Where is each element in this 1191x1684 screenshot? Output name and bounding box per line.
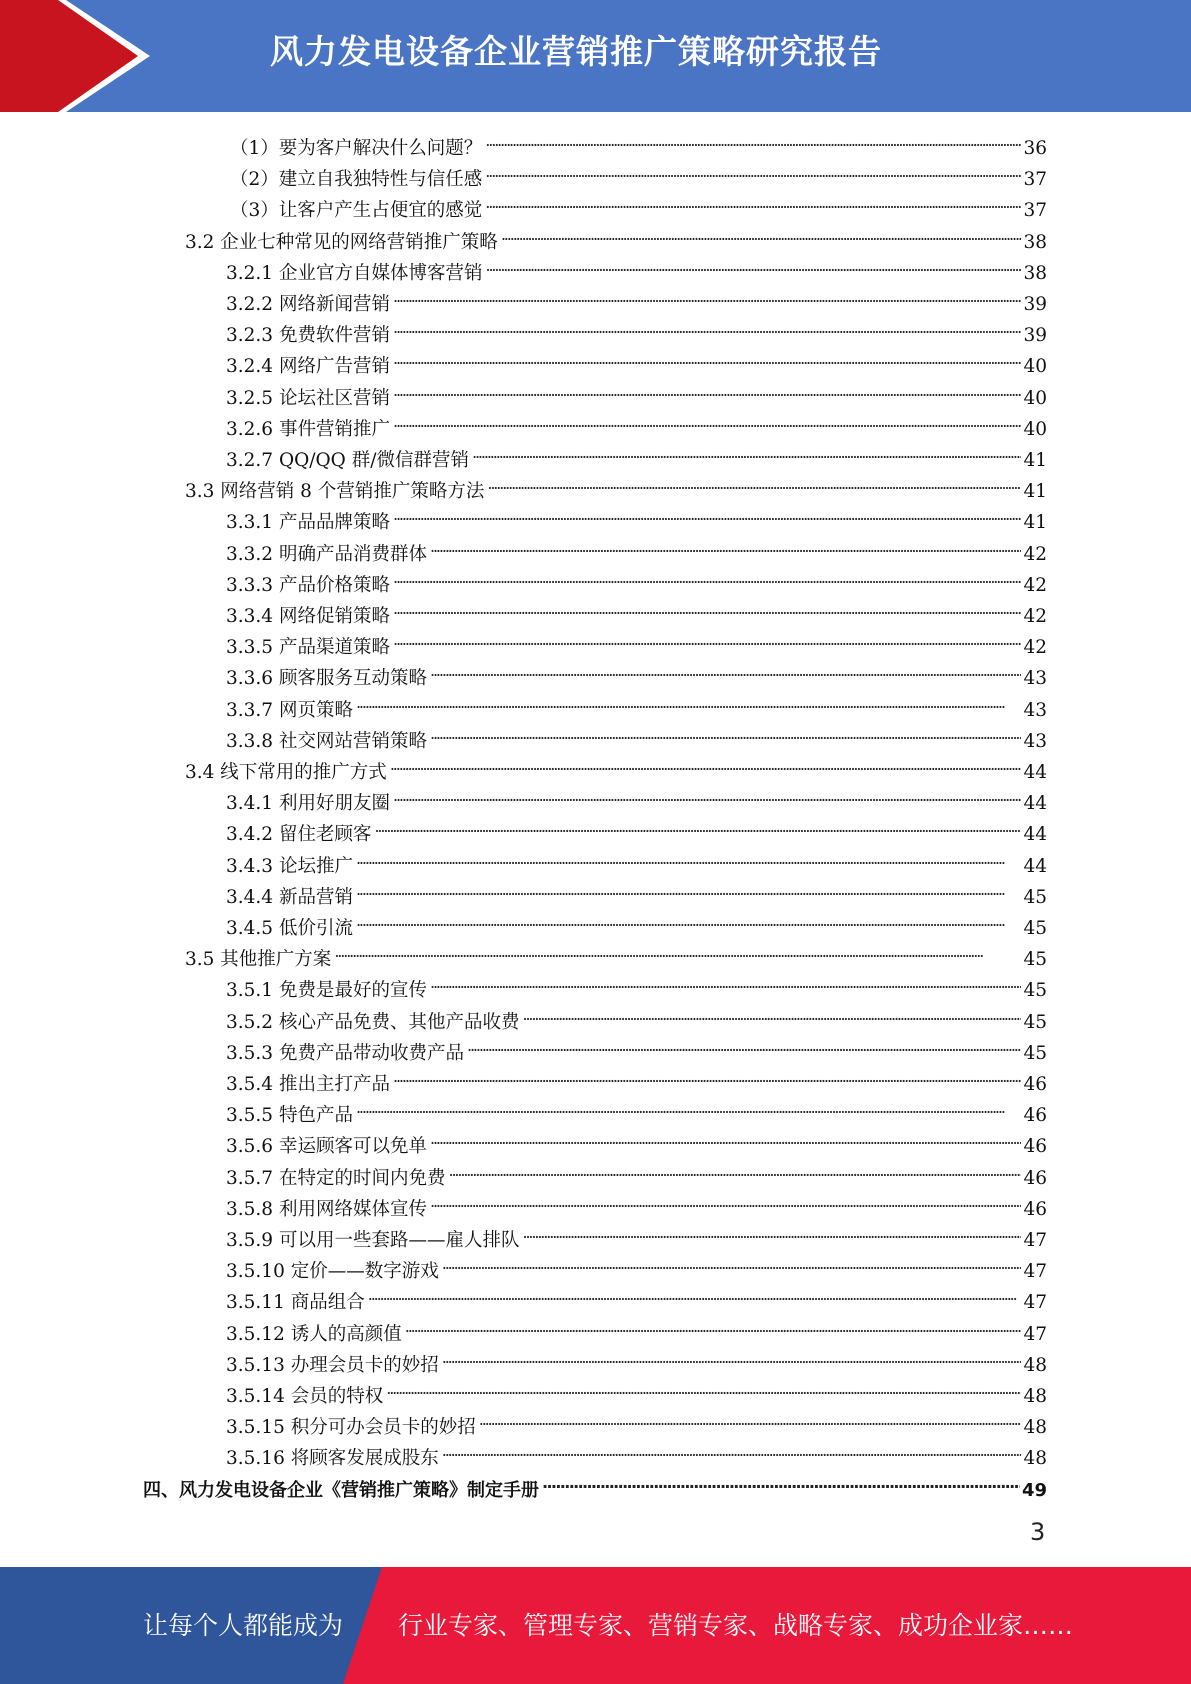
toc-entry[interactable] (226, 1345, 1047, 1376)
toc-entry-label: 3.3.4 网络促销策略 (226, 606, 390, 627)
toc-entry[interactable] (226, 721, 1047, 752)
toc-entry[interactable] (226, 346, 1047, 378)
toc-entry-label: 3.4.1 利用好朋友圈 (226, 793, 390, 815)
toc-entry[interactable] (226, 534, 1047, 565)
toc-entry[interactable] (226, 1002, 1047, 1033)
toc-entry-label: 3.3.2 明确产品消费群体 (226, 543, 427, 565)
toc-dot-leader (479, 1407, 1022, 1433)
toc-entry[interactable] (230, 128, 1047, 159)
toc-entry-label: 3.5.13 办理会员卡的妙招 (226, 1354, 439, 1376)
toc-entry-page: 48 (1023, 1354, 1047, 1376)
toc-dot-leader (393, 409, 1021, 435)
toc-entry-page: 44 (1023, 762, 1047, 783)
header-banner (0, 0, 1191, 112)
toc-dot-leader (393, 1064, 1021, 1090)
toc-entry-label: 3.5.2 核心产品免费、其他产品收费 (226, 1011, 520, 1033)
toc-entry-page: 42 (1023, 574, 1047, 596)
toc-entry-page: 46 (1023, 1074, 1047, 1095)
toc-entry-page: 40 (1023, 387, 1047, 409)
toc-entry-page: 37 (1023, 200, 1047, 222)
toc-entry-label: （3）让客户产生占便宜的感觉 (230, 200, 483, 222)
toc-entry-label: 3.3 网络营销 8 个营销推广策略方法 (185, 481, 485, 503)
toc-entry-page: 39 (1023, 325, 1047, 347)
toc-dot-leader (485, 190, 1021, 216)
toc-entry[interactable] (226, 315, 1047, 347)
toc-entry-page: 43 (1023, 730, 1047, 752)
footer-banner (0, 1567, 1191, 1684)
toc-dot-leader (393, 596, 1021, 622)
toc-entry-label: 3.5.14 会员的特权 (226, 1386, 384, 1407)
toc-dot-leader (393, 502, 1021, 528)
toc-entry-label: 3.3.5 产品渠道策略 (226, 637, 390, 659)
toc-entry[interactable] (226, 1220, 1047, 1251)
toc-entry[interactable] (226, 970, 1047, 1002)
toc-entry-label: 3.3.1 产品品牌策略 (226, 512, 390, 534)
toc-entry-label: 3.3.6 顾客服务互动策略 (226, 668, 427, 690)
toc-entry-page: 47 (1023, 1230, 1047, 1251)
toc-entry[interactable] (185, 222, 1047, 253)
toc-entry-page: 46 (1023, 1167, 1047, 1189)
toc-dot-leader (501, 222, 1022, 248)
toc-entry-label: 3.3.8 社交网站营销策略 (226, 730, 427, 752)
toc-entry-label: （1）要为客户解决什么问题？ (230, 138, 483, 159)
toc-entry[interactable] (185, 471, 1047, 503)
toc-dot-leader (386, 1376, 1021, 1402)
toc-entry-label: 3.5.7 在特定的时间内免费 (226, 1167, 446, 1189)
toc-entry[interactable] (230, 159, 1047, 191)
toc-dot-leader (393, 346, 1021, 372)
toc-dot-leader (393, 315, 1021, 341)
toc-entry[interactable] (226, 502, 1047, 534)
toc-entry[interactable] (226, 846, 1047, 877)
toc-entry[interactable] (226, 690, 1047, 721)
toc-entry-label: 3.5 其他推广方案 (185, 949, 332, 971)
toc-entry-label: 四、风力发电设备企业《营销推广策略》制定手册 (143, 1479, 539, 1501)
toc-dot-leader (393, 627, 1021, 653)
toc-entry-label: 3.5.12 诱人的高颜值 (226, 1323, 402, 1345)
toc-entry[interactable] (226, 1095, 1047, 1127)
toc-dot-leader (522, 1220, 1021, 1246)
toc-dot-leader (356, 1095, 1022, 1121)
toc-dot-leader (390, 752, 1022, 778)
toc-entry[interactable] (226, 253, 1047, 284)
toc-entry-page: 46 (1023, 1136, 1047, 1158)
toc-entry-page: 40 (1023, 418, 1047, 440)
toc-entry-page: 42 (1023, 543, 1047, 565)
toc-entry-page: 45 (1023, 886, 1047, 908)
toc-entry-label: 3.2.5 论坛社区营销 (226, 387, 390, 409)
toc-entry-page: 46 (1023, 1105, 1047, 1127)
toc-entry-label: 3.4.2 留住老顾客 (226, 824, 372, 846)
toc-entry[interactable] (143, 1470, 1047, 1501)
toc-entry-label: 3.4.4 新品营销 (226, 886, 353, 908)
toc-entry-page: 39 (1023, 294, 1047, 315)
toc-entry-label: 3.5.5 特色产品 (226, 1105, 353, 1127)
toc-dot-leader (485, 128, 1021, 154)
toc-entry-label: 3.5.6 幸运顾客可以免单 (226, 1136, 427, 1158)
toc-entry-label: 3.5.9 可以用一些套路——雇人排队 (226, 1230, 520, 1251)
toc-entry-label: 3.5.1 免费是最好的宣传 (226, 980, 427, 1002)
toc-entry-page: 45 (1023, 918, 1047, 939)
header-chevron-logo (0, 0, 160, 112)
page-number: 3 (1030, 1518, 1046, 1546)
toc-entry-page: 48 (1023, 1448, 1047, 1470)
toc-dot-leader (467, 1033, 1021, 1059)
toc-entry[interactable] (226, 378, 1047, 409)
toc-entry-label: 3.5.15 积分可办会员卡的妙招 (226, 1417, 476, 1439)
toc-dot-leader (356, 877, 1022, 903)
toc-entry-page: 45 (1023, 980, 1047, 1002)
toc-dot-leader (368, 1282, 1022, 1308)
toc-entry-label: 3.2.1 企业官方自媒体博客营销 (226, 262, 483, 284)
toc-entry[interactable] (226, 1251, 1047, 1283)
toc-entry-label: 3.5.8 利用网络媒体宣传 (226, 1198, 427, 1220)
toc-entry-page: 43 (1023, 699, 1047, 721)
toc-dot-leader (393, 378, 1021, 404)
toc-dot-leader (472, 440, 1021, 466)
toc-dot-leader (374, 814, 1021, 840)
toc-entry-label: 3.5.4 推出主打产品 (226, 1074, 390, 1095)
toc-entry[interactable] (185, 752, 1047, 783)
toc-entry[interactable] (226, 1282, 1047, 1314)
toc-dot-leader (485, 253, 1021, 279)
toc-dot-leader (393, 284, 1021, 310)
toc-dot-leader (430, 658, 1021, 684)
toc-entry-label: 3.2 企业七种常见的网络营销推广策略 (185, 231, 498, 253)
toc-dot-leader (334, 939, 1021, 965)
toc-entry-page: 42 (1023, 606, 1047, 627)
toc-entry-label: 3.4.5 低价引流 (226, 918, 353, 939)
toc-entry-page: 44 (1023, 793, 1047, 815)
toc-dot-leader (522, 1002, 1021, 1028)
toc-entry-page: 38 (1023, 231, 1047, 253)
toc-entry-label: 3.5.10 定价——数字游戏 (226, 1261, 439, 1283)
toc-dot-leader (405, 1314, 1022, 1340)
toc-dot-leader (393, 565, 1021, 591)
toc-entry-page: 40 (1023, 356, 1047, 378)
toc-entry-page: 47 (1023, 1261, 1047, 1283)
toc-entry[interactable] (226, 814, 1047, 846)
toc-dot-leader (430, 721, 1021, 747)
toc-entry[interactable] (226, 596, 1047, 627)
toc-entry-label: 3.2.7 QQ/QQ 群/微信群营销 (226, 450, 469, 471)
toc-entry-label: （2）建立自我独特性与信任感 (230, 169, 483, 191)
toc-entry-page: 44 (1023, 855, 1047, 877)
toc-entry-label: 3.4 线下常用的推广方式 (185, 762, 387, 783)
toc-entry[interactable] (226, 284, 1047, 315)
toc-entry-label: 3.2.2 网络新闻营销 (226, 294, 390, 315)
toc-entry[interactable] (226, 1407, 1047, 1439)
toc-entry[interactable] (226, 409, 1047, 440)
toc-entry[interactable] (226, 1126, 1047, 1158)
toc-entry-page: 45 (1023, 949, 1047, 971)
footer-slogan-right: 行业专家、管理专家、营销专家、战略专家、成功企业家…… (398, 1611, 1074, 1640)
toc-dot-leader (485, 159, 1021, 185)
toc-entry-page: 45 (1023, 1042, 1047, 1064)
toc-entry-label: 3.2.6 事件营销推广 (226, 418, 390, 440)
toc-entry-label: 3.5.11 商品组合 (226, 1292, 365, 1314)
toc-entry[interactable] (226, 877, 1047, 908)
toc-entry-label: 3.3.3 产品价格策略 (226, 574, 390, 596)
toc-entry-page: 49 (1021, 1479, 1047, 1501)
toc-entry-page: 41 (1023, 512, 1047, 534)
toc-entry[interactable] (226, 1314, 1047, 1345)
toc-entry-page: 41 (1023, 450, 1047, 471)
toc-entry-page: 48 (1023, 1417, 1047, 1439)
toc-entry-page: 45 (1023, 1011, 1047, 1033)
toc-dot-leader (393, 783, 1021, 809)
toc-dot-leader (430, 1126, 1021, 1152)
document-title: 风力发电设备企业营销推广策略研究报告 (270, 32, 882, 71)
toc-entry[interactable] (226, 440, 1047, 471)
toc-entry-page: 47 (1023, 1292, 1047, 1314)
toc-dot-leader (442, 1345, 1022, 1371)
toc-entry[interactable] (226, 565, 1047, 596)
toc-dot-leader (356, 690, 1022, 716)
toc-entry[interactable] (226, 1064, 1047, 1095)
toc-entry-label: 3.2.4 网络广告营销 (226, 356, 390, 378)
toc-entry-page: 48 (1023, 1386, 1047, 1407)
toc-dot-leader (356, 908, 1022, 934)
toc-dot-leader (430, 1189, 1021, 1215)
toc-dot-leader (542, 1470, 1020, 1496)
toc-dot-leader (442, 1438, 1022, 1464)
toc-entry-page: 43 (1023, 668, 1047, 690)
toc-entry-page: 38 (1023, 262, 1047, 284)
toc-entry[interactable] (226, 1438, 1047, 1470)
toc-entry-label: 3.5.16 将顾客发展成股东 (226, 1448, 439, 1470)
toc-dot-leader (430, 534, 1021, 560)
toc-entry-page: 41 (1023, 481, 1047, 503)
toc-entry-label: 3.5.3 免费产品带动收费产品 (226, 1042, 464, 1064)
toc-entry-page: 36 (1023, 138, 1047, 159)
toc-entry-page: 37 (1023, 169, 1047, 191)
toc-dot-leader (487, 471, 1021, 497)
toc-dot-leader (356, 846, 1022, 872)
toc-entry-page: 44 (1023, 824, 1047, 846)
toc-entry[interactable] (226, 627, 1047, 659)
toc-dot-leader (430, 970, 1021, 996)
toc-entry[interactable] (226, 1033, 1047, 1064)
toc-entry-page: 47 (1023, 1323, 1047, 1345)
toc-entry-label: 3.4.3 论坛推广 (226, 855, 353, 877)
toc-entry[interactable] (226, 1376, 1047, 1407)
toc-entry-page: 42 (1023, 637, 1047, 659)
toc-entry-page: 46 (1023, 1198, 1047, 1220)
toc-entry[interactable] (226, 1158, 1047, 1189)
toc-entry[interactable] (226, 908, 1047, 939)
toc-dot-leader (442, 1251, 1022, 1277)
toc-entry[interactable] (185, 939, 1047, 971)
toc-entry-label: 3.3.7 网页策略 (226, 699, 353, 721)
toc-dot-leader (448, 1158, 1021, 1184)
footer-slogan-left: 让每个人都能成为 (143, 1611, 344, 1640)
toc-entry[interactable] (226, 783, 1047, 815)
toc-entry-label: 3.2.3 免费软件营销 (226, 325, 390, 347)
toc-entry[interactable] (230, 190, 1047, 222)
toc-entry[interactable] (226, 1189, 1047, 1220)
toc-entry[interactable] (226, 658, 1047, 690)
